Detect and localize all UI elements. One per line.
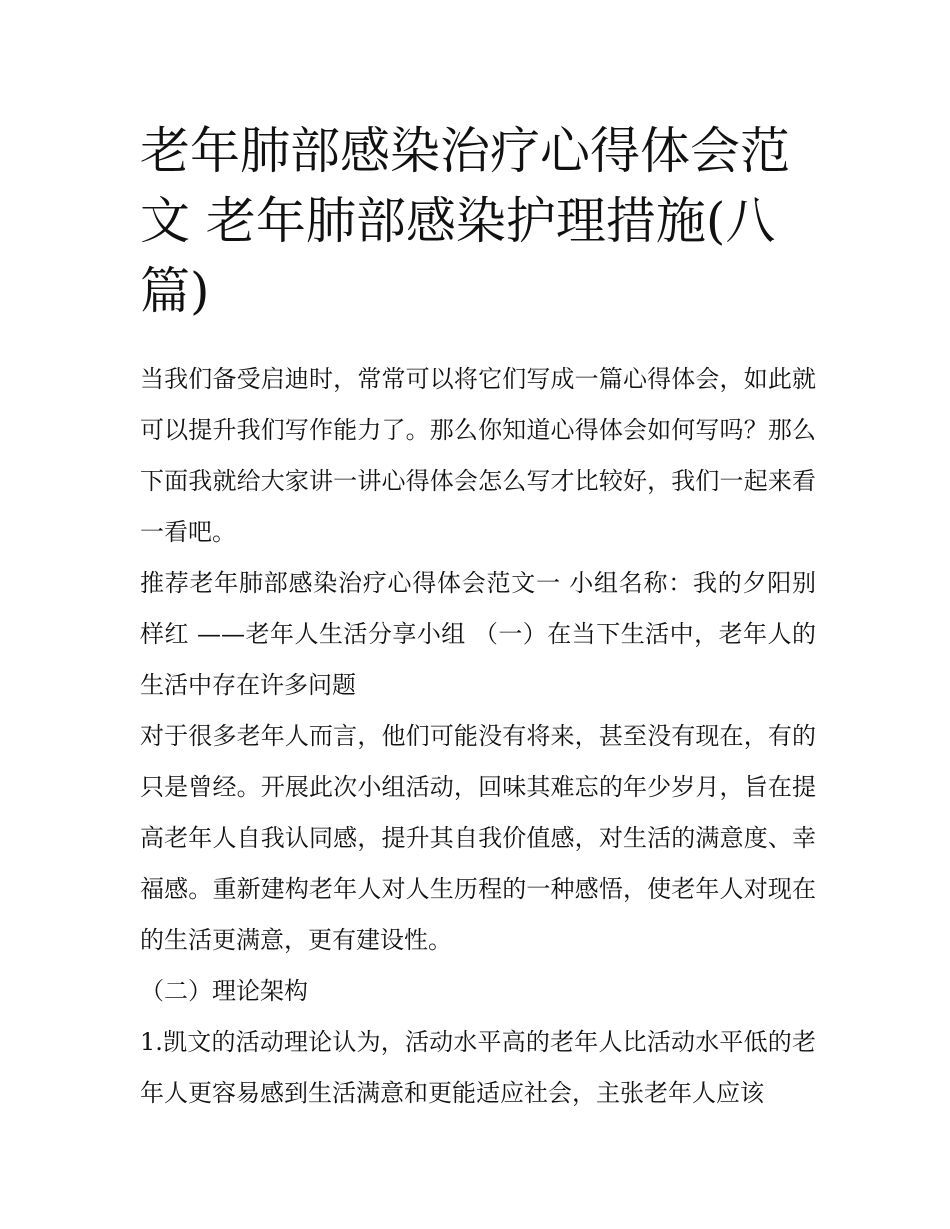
paragraph-recommend: 推荐老年肺部感染治疗心得体会范文一 小组名称：我的夕阳别样红 ——老年人生活分享小组 （一）在当下生活中，老年人的生活中存在许多问题 — [140, 569, 816, 699]
paragraph-elderly: 对于很多老年人而言，他们可能没有将来，甚至没有现在，有的只是曾经。开展此次小组活动，回味其难忘的年少岁月，旨在提高老年人自我认同感，提升其自我价值感，对生活的满意度、幸福感。重新建构老年人对人生历程的一种感悟，使老年人对现在的生活更满意，更有建设性。 — [140, 722, 816, 954]
section-heading-theory: （二）理论架构 — [140, 977, 308, 1005]
paragraph-intro: 当我们备受启迪时，常常可以将它们写成一篇心得体会，如此就可以提升我们写作能力了。那么你知道心得体会如何写吗？那么下面我就给大家讲一讲心得体会怎么写才比较好，我们一起来看一看吧。 — [140, 365, 816, 546]
paragraph-activity-theory: 1.凯文的活动理论认为，活动水平高的老年人比活动水平低的老年人更容易感到生活满意和更能适应社会，主张老年人应该 — [140, 1028, 816, 1107]
document-body — [140, 354, 816, 1119]
document-title: 老年肺部感染治疗心得体会范文 老年肺部感染护理措施(八篇) — [140, 122, 790, 320]
